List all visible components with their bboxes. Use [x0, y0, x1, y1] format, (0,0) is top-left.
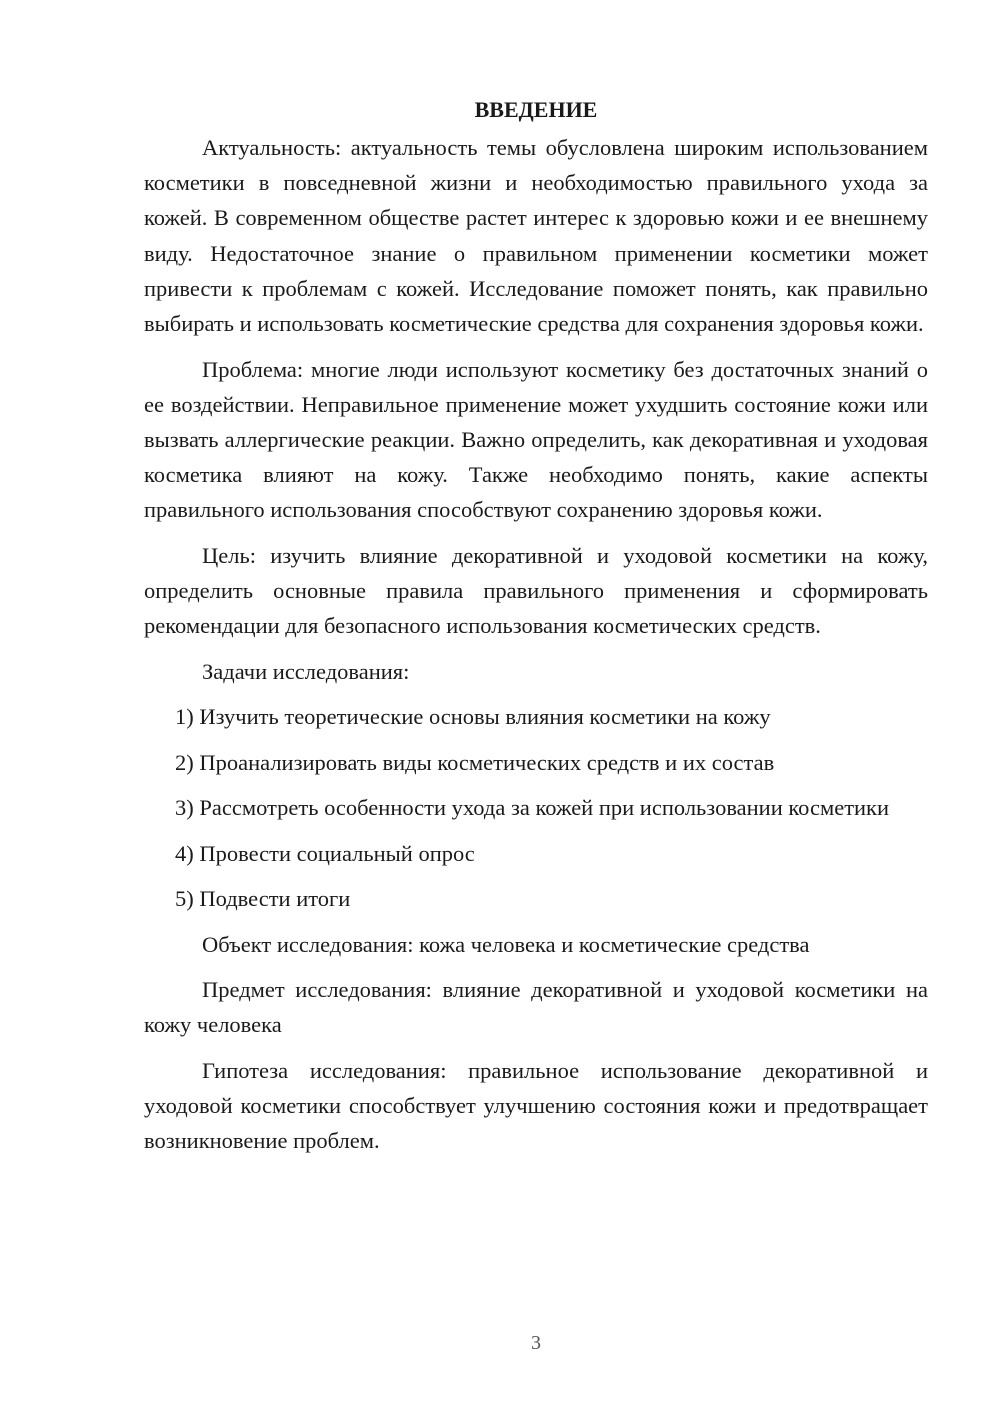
paragraph-subject: Предмет исследования: влияние декоративной и уходовой косметики на кожу человека [144, 977, 928, 1038]
tasks-heading: Задачи исследования: [202, 658, 410, 684]
page-number: 3 [531, 1332, 541, 1354]
task-item: 1) Изучить теоретические основы влияния косметики на кожу [175, 704, 771, 730]
task-item: 4) Провести социальный опрос [175, 840, 475, 866]
task-item: 5) Подвести итоги [175, 886, 351, 912]
section-title: ВВЕДЕНИЕ [474, 97, 598, 122]
paragraph-problem: Проблема: многие люди используют косметику без достаточных знаний о ее воздействии. Неправильное применение может ухудшить состояние кожи или вызвать аллергические реакции. Важно определить, как декоративная и уходовая косметика влияют на кожу. Также необходимо понять, какие аспекты правильного использования способствуют сохранению здоровья кожи. [144, 356, 928, 523]
document-page [144, 92, 928, 1169]
paragraph-object: Объект исследования: кожа человека и косметические средства [202, 931, 810, 957]
paragraph-relevance: Актуальность: актуальность темы обусловлена широким использованием косметики в повседневной жизни и необходимостью правильного ухода за кожей. В современном обществе растет интерес к здоровью кожи и ее внешнему виду. Недостаточное знание о правильном применении косметики может привести к проблемам с кожей. Исследование поможет понять, как правильно выбирать и использовать косметические средства для сохранения здоровья кожи. [144, 135, 928, 337]
paragraph-hypothesis: Гипотеза исследования: правильное использование декоративной и уходовой косметики способствует улучшению состояния кожи и предотвращает возникновение проблем. [144, 1057, 928, 1154]
task-item: 2) Проанализировать виды косметических средств и их состав [175, 749, 775, 775]
task-item: 3) Рассмотреть особенности ухода за кожей при использовании косметики [175, 795, 890, 821]
paragraph-goal: Цель: изучить влияние декоративной и уходовой косметики на кожу, определить основные правила правильного применения и сформировать рекомендации для безопасного использования косметических средств. [144, 542, 928, 639]
